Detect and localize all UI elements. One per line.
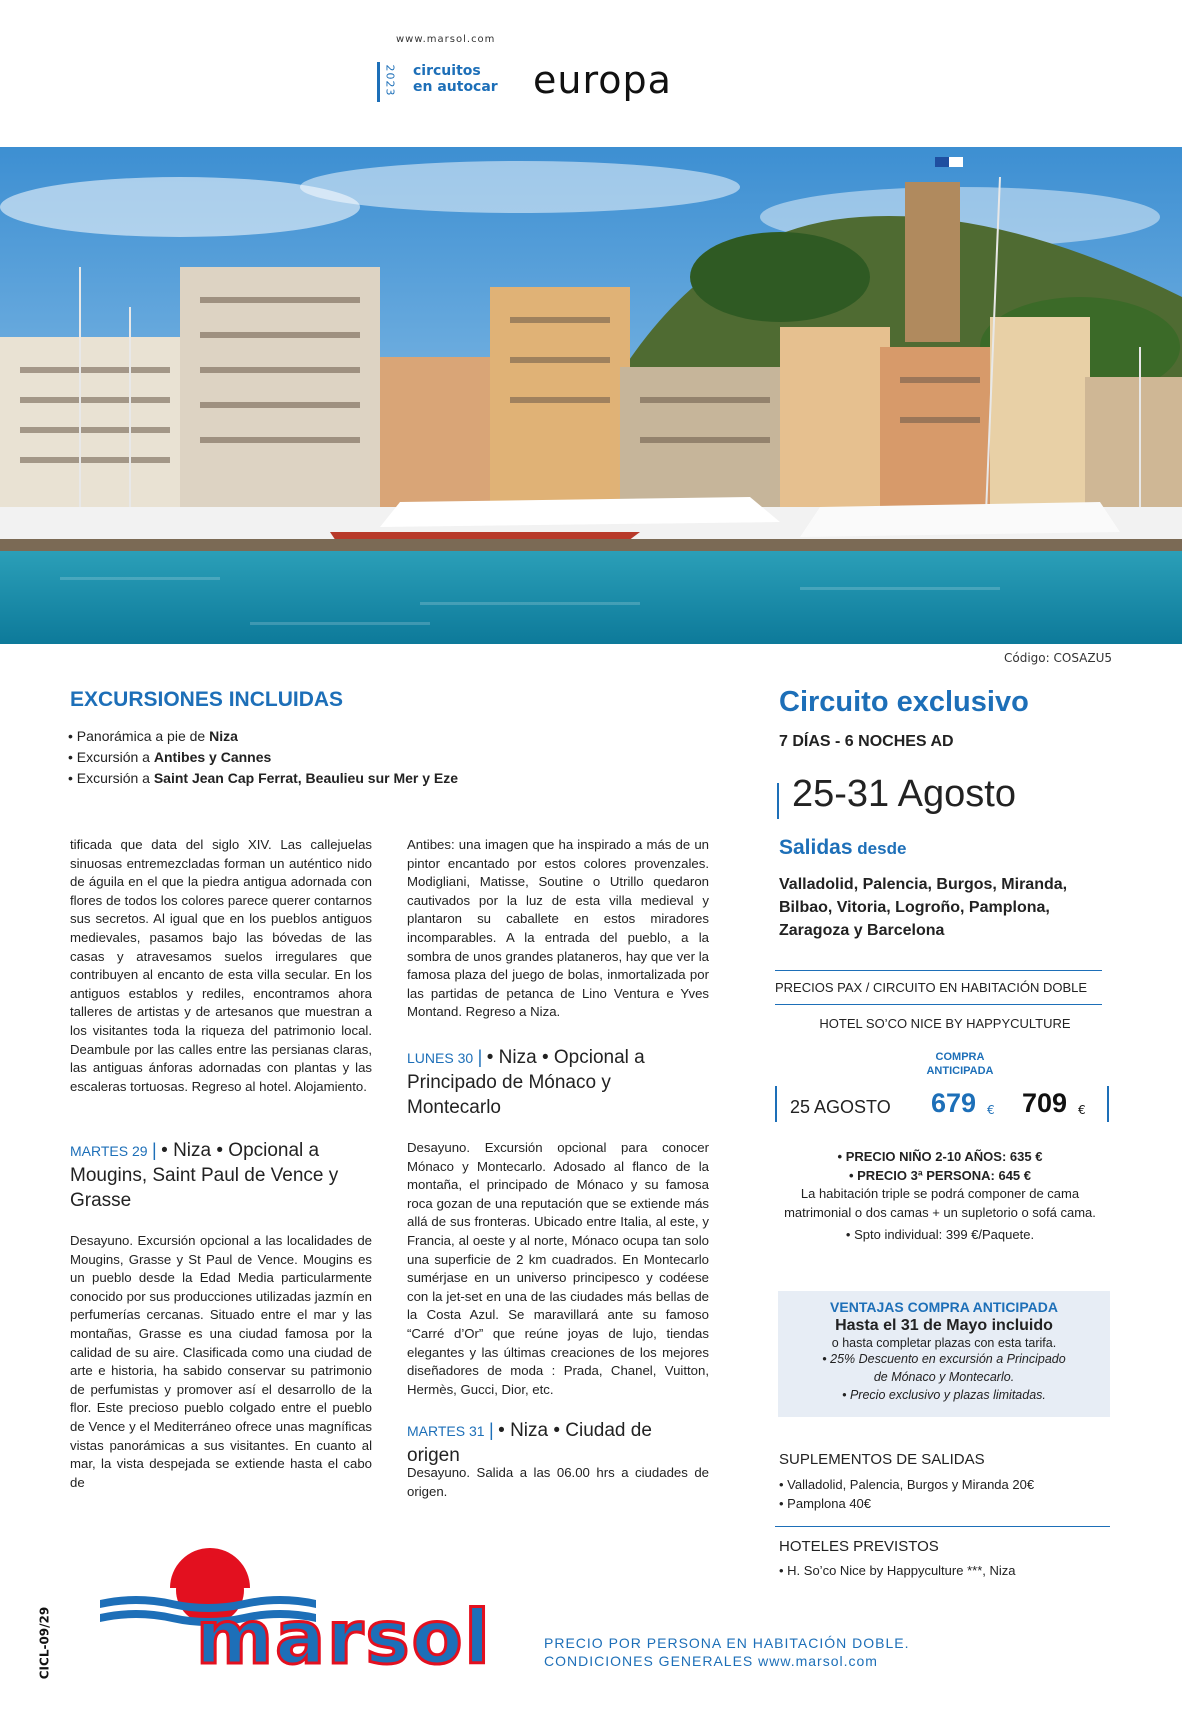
circuit-duration: 7 DÍAS - 6 NOCHES AD xyxy=(779,733,954,750)
supplements-title: SUPLEMENTOS DE SALIDAS xyxy=(779,1451,985,1468)
list-item: • Valladolid, Palencia, Burgos y Miranda 20€ xyxy=(779,1477,1035,1492)
early-booking-box xyxy=(778,1291,1110,1417)
footer-note xyxy=(544,1634,909,1670)
excursions-title: EXCURSIONES INCLUIDAS xyxy=(70,688,344,711)
excursions-list xyxy=(68,726,458,789)
day-label: MARTES 31 xyxy=(407,1423,485,1439)
early-booking-sub: o hasta completar plazas con esta tarifa. xyxy=(831,1336,1057,1350)
early-booking-label: COMPRA ANTICIPADA xyxy=(926,1051,994,1077)
price-details xyxy=(770,1148,1110,1245)
day-separator: | xyxy=(489,1420,494,1440)
child-price: • PRECIO NIÑO 2-10 AÑOS: 635 € xyxy=(837,1149,1043,1164)
departure-cities: Valladolid, Palencia, Burgos, Miranda, Bilbao, Vitoria, Logroño, Pamplona, Zaragoza y Barcelona xyxy=(779,876,1068,939)
list-item: • Panorámica a pie de Niza xyxy=(68,728,238,744)
date-divider xyxy=(777,783,779,819)
price-row-right-bar xyxy=(1107,1086,1109,1122)
price-early-currency: € xyxy=(987,1103,995,1117)
svg-text:marsol: marsol xyxy=(196,1595,492,1668)
paragraph: Antibes: una imagen que ha inspirado a más de un pintor encantado por estos colores provenzales. Modigliani, Matisse, Soutine o Utrillo quedaron cautivados por la luz de esta villa medieval y plantaron su caballete en estos miradores incomparables. A la entrada del pueblo, a la sombra de unos grandes plataneros, hay que ver la famosa plaza del juego de bolas, inmortalizada por las partidas de petanca de Lino Ventura e Yves Montand. Regreso a Niza. xyxy=(407,837,709,1020)
price-date: 25 AGOSTO xyxy=(790,1097,891,1117)
header-section-title: europa xyxy=(533,58,672,102)
price-early: 679 xyxy=(931,1088,977,1118)
day-heading-martes-31 xyxy=(407,1418,709,1468)
hotel-label: HOTEL SO’CO NICE BY HAPPYCULTURE xyxy=(819,1016,1071,1031)
triple-room-note: La habitación triple se podrá componer de cama matrimonial o dos camas + un supletorio o sofá cama. xyxy=(784,1186,1096,1220)
list-item: • H. So’co Nice by Happyculture ***, Niza xyxy=(779,1563,1016,1578)
footer-line: PRECIO POR PERSONA EN HABITACIÓN DOBLE. xyxy=(544,1635,910,1651)
early-booking-title: VENTAJAS COMPRA ANTICIPADA xyxy=(830,1299,1058,1315)
col2-text xyxy=(407,836,709,1022)
harbor-town-photo xyxy=(0,147,1182,644)
list-item: • Excursión a Saint Jean Cap Ferrat, Beaulieu sur Mer y Eze xyxy=(68,770,459,786)
paragraph: Desayuno. Salida a las 06.00 hrs a ciudades de origen. xyxy=(407,1465,709,1499)
header-url: www.marsol.com xyxy=(396,34,496,45)
hotels-title: HOTELES PREVISTOS xyxy=(779,1538,939,1555)
third-person-price: • PRECIO 3ª PERSONA: 645 € xyxy=(848,1167,1032,1183)
col1-text xyxy=(70,836,372,1096)
supplements-list xyxy=(779,1476,1034,1513)
paragraph: Desayuno. Excursión opcional a las localidades de Mougins, Grasse y St Paul de Vence. Mougins es un pueblo desde la Edad Media particularmente conocido por sus producciones utilizadas jazmín en perfumerías cercanas. Situado entre el mar y las montañas, Grasse es una ciudad famosa por la calidad de su aire. Clasificada como una ciudad de arte e historia, ha sabido conservar su patrimonio de perfumistas y promover así el desarrollo de la flor. Este precioso pueblo colgado entre el pueblo de Vence y el Mediterráneo ofrece unas magníficas vistas panorámicas a sus visitantes. En cuanto al mar, la vista despejada se extiende hasta el cabo de xyxy=(70,1233,372,1490)
early-booking-benefit: • 25% Descuento en excursión a Principado de Mónaco y Montecarlo. xyxy=(822,1352,1066,1384)
divider xyxy=(775,970,1102,971)
price-row-left-bar xyxy=(775,1086,777,1122)
header-year: 2023 xyxy=(383,64,397,97)
day-title: • Niza • Opcional a Mougins, Saint Paul de Vence y Grasse xyxy=(70,1140,339,1211)
list-item: • Excursión a Antibes y Cannes xyxy=(68,749,272,765)
divider xyxy=(775,1526,1110,1527)
product-code: Código: COSAZU5 xyxy=(1004,651,1112,665)
day-label: MARTES 29 xyxy=(70,1143,148,1159)
departures-heading: Salidas desde xyxy=(779,836,907,859)
prices-label: PRECIOS PAX / CIRCUITO EN HABITACIÓN DOBLE xyxy=(775,980,1088,995)
early-booking-benefit: • Precio exclusivo y plazas limitadas. xyxy=(842,1388,1046,1402)
day-separator: | xyxy=(152,1140,157,1160)
early-booking-deadline: Hasta el 31 de Mayo incluido xyxy=(835,1317,1053,1334)
divider xyxy=(775,1004,1102,1005)
list-item: • Pamplona 40€ xyxy=(779,1495,872,1511)
col1-text-2 xyxy=(70,1232,372,1492)
col2-text-3 xyxy=(407,1464,709,1501)
hotels-list xyxy=(779,1563,1015,1578)
price-regular: 709 xyxy=(1022,1088,1068,1118)
catalog-page-code: CICL-09/29 xyxy=(37,1606,52,1680)
day-title: • Niza • Opcional a Principado de Mónaco y Montecarlo xyxy=(407,1047,645,1118)
price-regular-currency: € xyxy=(1078,1103,1086,1117)
day-separator: | xyxy=(477,1047,483,1067)
travel-dates: 25-31 Agosto xyxy=(792,773,1016,815)
header-divider xyxy=(377,62,380,102)
circuit-title: Circuito exclusivo xyxy=(779,686,1029,718)
marsol-logo xyxy=(96,1548,536,1668)
footer-line: CONDICIONES GENERALES www.marsol.com xyxy=(544,1653,878,1669)
single-supplement: • Spto individual: 399 €/Paquete. xyxy=(845,1227,1035,1242)
day-heading-martes-29 xyxy=(70,1138,372,1213)
day-label: LUNES 30 xyxy=(407,1050,474,1066)
paragraph: tificada que data del siglo XIV. Las callejuelas sinuosas entremezcladas forman un auténtico nido de águila en el que la piedra antigua adornada con flores de todos los colores parece querer contarnos sus secretos. Al igual que en los pueblos antiguos medievales, pasamos bajo las bóvedas de las casas y atravesamos suelos irregulares que contribuyen al encanto de esta villa secular. En los antiguos establos y rediles, encontramos ahora talleres de artistas y de artesanos que muestran a los visitantes toda la riqueza del patrimonio local. Deambule por las calles entre las persianas claras, las antiguas ánforas adornadas con plantas y las escaleras tortuosas. Regreso al hotel. Alojamiento. xyxy=(70,837,372,1094)
day-title: • Niza • Ciudad de origen xyxy=(407,1420,652,1466)
col2-text-2 xyxy=(407,1139,709,1399)
day-heading-lunes-30 xyxy=(407,1045,709,1120)
header-series: circuitos en autocar xyxy=(413,63,498,95)
paragraph: Desayuno. Excursión opcional para conocer Mónaco y Montecarlo. Adosado al flanco de la montaña, el principado de Mónaco y su famosa roca gozan de una reputación que se extiende más allá de sus fronteras. Ubicado entre Italia, al este, y Francia, al oeste y al norte, Mónaco ocupa tan solo una superficie de 2 km cuadrados. En Montecarlo sumérjase en un universo principesco y codéese con la jet-set en una de las ciudades más bellas de la Costa Azul. Se maravillará ante su famoso “Carré d’Or” que reúne joyas de lujo, tiendas elegantes y las últimas creaciones de los mejores diseñadores de moda : Prada, Chanel, Vuitton, Hermès, Gucci, Dior, etc. xyxy=(407,1140,709,1397)
